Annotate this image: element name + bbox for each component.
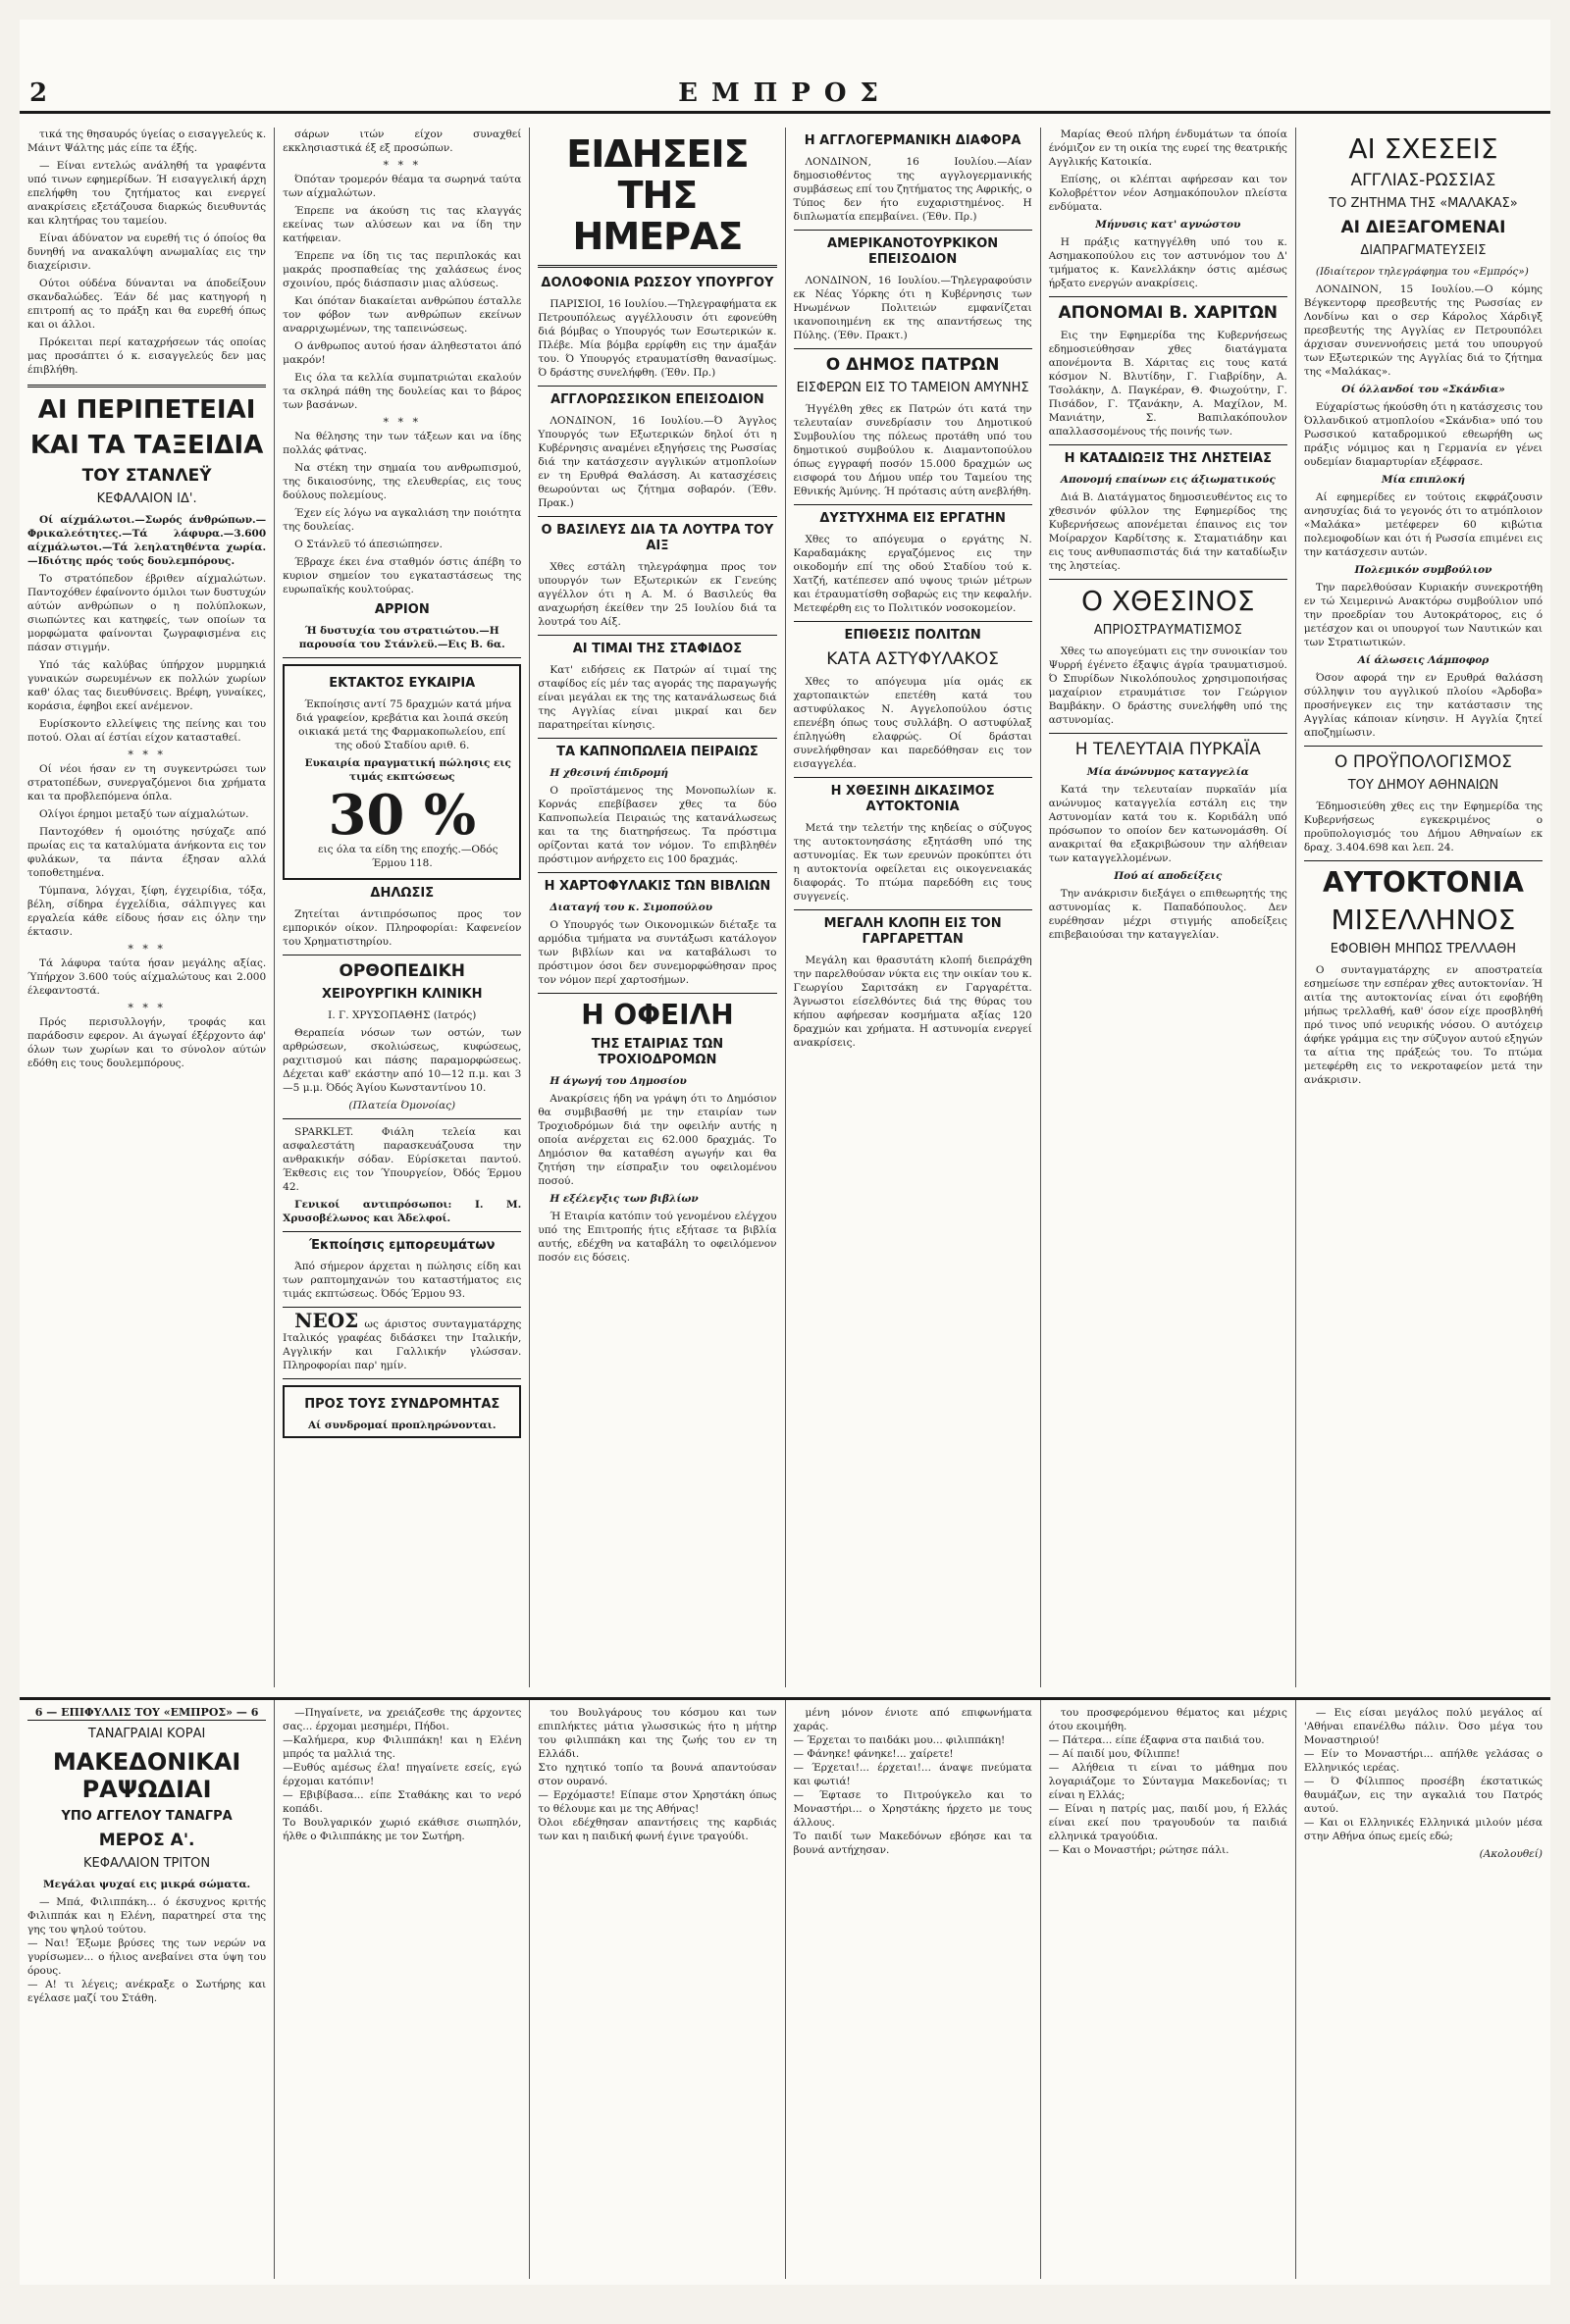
news-headline: ΑΓΓΛΟΡΩΣΣΙΚΟΝ ΕΠΕΙΣΟΔΙΟΝ [550, 392, 764, 407]
news-headline: Ο ΒΑΣΙΛΕΥΣ ΔΙΑ ΤΑ ΛΟΥΤΡΑ ΤΟΥ ΑΙΞ [541, 523, 774, 553]
news-headline: ΕΠΙΘΕΣΙΣ ΠΟΛΙΤΩΝ [844, 628, 981, 643]
advertisement-box [283, 664, 521, 880]
ad-text: εις όλα τα είδη της εποχής.—Οδός Έρμου 118. [318, 844, 498, 869]
paragraph: —Πηγαίνετε, να χρειάζεσθε της άρχοντες σας... έρχομαι μεσημέρι, Πήδοι. —Καλήμερα, κυρ Φιλιππάκη! και η Ελένη μπρός τα μαλλιά της. —Ευθύς αμέσως έλα! πηγαίνετε εσείς, εγώ έρχομαι κατόπιν! — Εβιβίβασα... είπε Σταθάκης και το νερό κοπάδι. Το Βουλγαρικόν χωριό εκάθισε σιωπηλόν, ήλθε ο Φιλιππάκης με τον Σωτήρη. [283, 1707, 522, 1842]
upper-columns [20, 128, 1550, 1687]
paragraph: Αί εφημερίδες εν τούτοις εκφράζουσιν ανησυχίας διά το γεγονός ότι το ατμόπλοιον «Μαλάκα» μετέφερεν 60 κιβώτια πολεμοφοδίων και ότι ή Ρωσσία επιμένει εις την κατάσχεσιν αυτών. [1303, 491, 1544, 558]
paragraph: ΛΟΝΔΙΝΟΝ, 16 Ιουλίου.—Αίαν δημοσιοθέντος της αγγλογερμανικής συμβάσεως επί του ζητήματος της Αφρικής, ο Τύπος δεν ήτο ευχαριστημένος. Η διπλωματία επεμβαίνει. (Έθν. Πρ.) [793, 156, 1032, 223]
page-number: 2 [29, 78, 48, 108]
feature-subtitle: ΔΙΑΠΡΑΓΜΑΤΕΥΣΕΙΣ [1360, 243, 1487, 258]
paragraph: — Είναι εντελώς ανάληθή τα γραφέντα υπό τινων εφημερίδων. Ή εισαγγελική άρχη επελήφθη του ζητήματος και ενεργεί ανακρίσεις εξετάζουσα διαρκώς διευθυντάς και κλητήρας του ταμείου. [27, 160, 267, 227]
ad-title: ΝΕΟΣ [294, 1309, 359, 1332]
paragraph: Έπρεπε να ίδη τις τας περιπλοκάς και μακράς προσπαθείας της χαλάσεως ένος σχοινίου, πρός διάσπασιν μιας αλύσεως. [283, 250, 522, 289]
feuilleton-chapter-subtitle: Μεγάλαι ψυχαί εις μικρά σώματα. [42, 1879, 251, 1890]
paragraph: σάρων ιτών είχον συναχθεί εκκλησιαστικά έξ εξ προσώπων. [283, 129, 522, 154]
paragraph: Ο άνθρωπος αυτού ήσαν άληθεστατοι άπό μακρόν! [283, 340, 522, 366]
paragraph: Επίσης, οι κλέπται αφήρεσαν και τον Κολοβρέττον νέον Ασημακόπουλον πλείστα ενδύματα. [1048, 174, 1287, 213]
news-subheading: Μία άνώνυμος καταγγελία [1086, 766, 1249, 778]
feature-title: ΑΙ ΣΧΕΣΕΙΣ [1348, 132, 1498, 165]
news-subheading: Αί άλωσεις Λάμποφορ [1357, 654, 1490, 666]
paragraph: τικά της θησαυρός ύγείας ο εισαγγελεύς κ. Μάιντ Ψάλτης μάς είπε τα έξής. [27, 129, 267, 154]
paragraph: Ο συνταγματάρχης εν αποστρατεία εσημείωσε την εσπέραν χθες αυτοκτονίαν. Ή αιτία της αυτοκτονίας είναι ότι εφοβήθη μήπως τρελλαθή, καθ' όσον είχε προσβληθή πρό τινος υπό νευρικής νόσου. Ο αυτόχειρ άφήκε γράμμα εις την σύζυγον αυτού εξηγών τα αίτια της πράξεώς του. Το πτώμα μετεφέρθη εις το νεκροταφείον μετά την ανάκρισιν. [1303, 964, 1544, 1086]
paragraph: Κατά την τελευταίαν πυρκαϊάν μία ανώνυμος καταγγελία εστάλη εις την Αστυνομίαν κατά του κ. Κοριδάλη υπό πρόσωπον το οποίον δεν κατωνομάσθη. Οί ανακριταί θα εξακριβώσουν την αλήθειαν των καταγγελλομένων. [1048, 784, 1287, 864]
paragraph: Πρόκειται περί καταχρήσεων τάς οποίας μας προσάπτει ό κ. εισαγγελεύς δεν μας έπιβλήθη. [27, 336, 267, 376]
paragraph: Ούτοι ούδένα δύνανται να άποδείξουν σκανδαλώδες. Έάν δέ μας κατηγορή η επιτροπή ας το πράξη και θα ευρεθή όπως και οι άλλοι. [27, 278, 267, 331]
feuilleton-section [20, 1697, 1550, 2279]
divider [794, 348, 1032, 349]
column-4 [786, 128, 1041, 1687]
paragraph: Μαρίας Θεού πλήρη ένδυμάτων τα όποία ένόμιζον εν τη οικία της ευρεί της θεατρικής Αγγλικής Κατοικία. [1048, 129, 1287, 168]
news-headline: ΑΜΕΡΙΚΑΝΟΤΟΥΡΚΙΚΟΝ ΕΠΕΙΣΟΔΙΟΝ [827, 236, 999, 267]
feuilleton-column-1 [20, 1700, 275, 2279]
paragraph: Τύμπανα, λόγχαι, ξίφη, έγχειρίδια, τόξα, βέλη, σίδηρα έγχελίδια, σάλπιγγες και εργαλεία κάθε είδους ήσαν εις όλην την έκτασιν. [27, 885, 267, 938]
ad-text: (Πλατεία Όμονοίας) [348, 1100, 456, 1111]
paragraph: ΛΟΝΔΙΝΟΝ, 16 Ιουλίου.—Τηλεγραφούσιν εκ Νέας Υόρκης ότι η Κυβέρνησις των Ηνωμένων Πολιτειών εμφανίζεται ικανοποιημένη εκ της απαντήσεως της Πύλης. (Έθν. Πρακτ.) [793, 275, 1032, 341]
ad-title: Έκποίησις εμπορευμάτων [309, 1238, 496, 1253]
feuilleton-author: ΥΠΟ ΑΓΓΕΛΟΥ ΤΑΝΑΓΡΑ [61, 1809, 233, 1824]
section-stars: * * * [128, 749, 166, 761]
feuilleton-column-3 [530, 1700, 785, 2279]
masthead [20, 78, 1550, 108]
ad-title: ΕΚΤΑΚΤΟΣ ΕΥΚΑΙΡΙΑ [329, 676, 476, 691]
news-subheading: Πού αί αποδείξεις [1114, 870, 1223, 882]
paragraph: Ο προϊστάμενος της Μονοπωλίων κ. Κορνάς επεβίβασεν χθες τα δύο Καπνοπωλεία Πειραιώς της κατανάλωσεως και τα της διατηρήσεως. Τα πρόστιμα ορίζονται κατά τον νόμον. Το επιβληθέν πρόστιμον ανήρχετο εις 100 δραχμάς. [538, 785, 777, 865]
section-stars: * * * [128, 943, 166, 955]
divider [538, 265, 776, 268]
feuilleton-column-6 [1296, 1700, 1550, 2279]
news-subheading: Μία επιπλοκή [1381, 474, 1466, 486]
ad-text [283, 1309, 522, 1372]
ad-text: Ι. Γ. ΧΡΥΣΟΠΑΘΗΣ (Ιατρός) [328, 1009, 477, 1021]
news-headline: Η ΚΑΤΑΔΙΩΞΙΣ ΤΗΣ ΛΗΣΤΕΙΑΣ [1064, 451, 1272, 466]
paragraph: (Ιδιαίτερον τηλεγράφημα του «Εμπρός») [1315, 266, 1529, 278]
notice-text: Αί συνδρομαί προπληρώνονται. [308, 1420, 497, 1431]
divider [538, 738, 776, 739]
feature-subtitle: Οί αίχμάλωτοι.—Σωρός άνθρώπων.—Φρικαλεότητες.—Τά λάφυρα.—3.600 αίχμάλωτοι.—Τά λεηλατηθέντα χωρία.—Ιδιότης πρός τούς δουλεμπόρους. [27, 514, 267, 567]
paragraph: Ανακρίσεις ήδη να γράψη ότι το Δημόσιον θα συμβιβασθή με την εταιρίαν των Τροχιοδρόμων διά την οφειλήν αυτής η οποία ανέρχεται εις 62.000 δραχμάς. Το Δημόσιον θα καταθέση αγωγήν και θα ζητήση την είσπραξιν του οφειλομένου ποσού. [538, 1093, 777, 1187]
paragraph: Διά Β. Διατάγματος δημοσιευθέντος εις το χθεσινόν φύλλον της Εφημερίδος της Κυβερνήσεως απονέμεται έπαινος εις τον Μοίραρχον Καρδίτσης κ. Σταματιάδην και εις τους ανθυπασπιστάς διά την καταδίωξιν της ληστείας. [1048, 491, 1287, 572]
news-subheading: Η άγωγή του Δημοσίου [550, 1075, 687, 1087]
continued-note: (Ακολουθεί) [1479, 1848, 1544, 1860]
divider [283, 1231, 521, 1232]
divider [794, 909, 1032, 910]
news-subheading: Διαταγή του κ. Σιμοπούλου [550, 902, 713, 913]
news-headline: ΔΥΣΤΥΧΗΜΑ ΕΙΣ ΕΡΓΑΤΗΝ [819, 511, 1006, 526]
paragraph: Είναι άδύνατον να ευρεθή τις ό όποίος θα δυνηθή να ανακαλύψη ανωμαλίας εις την διαχείρισιν. [27, 232, 267, 272]
news-subheading: Μήνυσις κατ' αγνώστου [1095, 219, 1241, 231]
feature-title: ΑΓΓΛΙΑΣ-ΡΩΣΣΙΑΣ [1350, 171, 1496, 190]
paragraph: Χθες τω απογεύματι εις την συνοικίαν του Ψυρρή έγένετο έξαψις άγρία τραυματισμού. Ό Σπυρίδων Νικολόπουλος χρησιμοποιήσας μαχαίριον ετραυμάτισε τον Γεώργιον Βαμβάκην. Ο δράστης συνελήφθη υπό της αστυνομίας. [1048, 646, 1287, 726]
feuilleton-part: ΜΕΡΟΣ Α'. [98, 1831, 195, 1850]
feuilleton-column-2 [275, 1700, 530, 2279]
news-headline: Ο ΧΘΕΣΙΝΟΣ [1081, 585, 1255, 617]
divider [283, 1378, 521, 1379]
section-stars: * * * [383, 416, 421, 429]
news-headline: Η ΟΦΕΙΛΗ [581, 999, 734, 1031]
divider [1049, 444, 1287, 445]
feature-subtitle: ΑΙ ΔΙΕΞΑΓΟΜΕΝΑΙ [1340, 218, 1506, 237]
divider [1049, 733, 1287, 734]
divider [794, 777, 1032, 778]
paragraph: Να στέκη την σημαία του ανθρωπισμού, της δικαιοσύνης, της ελευθερίας, εις τους δούλους πολεμίους. [283, 462, 522, 501]
paragraph: ΛΟΝΔΙΝΟΝ, 15 Ιουλίου.—Ο κόμης Βέγκεντορφ πρεσβευτής της Ρωσσίας εν Λονδίνω και ο σερ Κάρολος Χάρδιγξ πρεσβευτής της Αγγλίας εν Πετρουπόλει άρχισαν συνεννοήσεις μετά του υπουργού των Εξωτερικών της Αγγλίας διά το ζήτημα της «Μαλάκας». [1303, 284, 1544, 378]
paragraph: Χθες εστάλη τηλεγράφημα προς τον υπουργόν των Εξωτερικών εκ Γενεύης αγγέλλον ότι η Α. Μ. ό Βασιλεύς θα αναχωρήση έκείθεν την 25 Ιουλίου διά τα λουτρά του Αίξ. [538, 561, 777, 628]
paragraph: Έβραχε έκει ένα σταθμόν όστις άπέβη το κυριον σημείον του εγκαταστάσεως της ευρωπαϊκής κουλτούρας. [283, 556, 522, 595]
divider [27, 385, 266, 387]
divider [538, 386, 776, 387]
paragraph: Ή Εταιρία κατόπιν τού γενομένου ελέγχου υπό της Επιτροπής ήτις εξήτασε τα βιβλία αυτής, εδέχθη να καταβάλη το οφειλόμενον ποσόν εις δόσεις. [538, 1211, 777, 1264]
divider [794, 504, 1032, 505]
news-headline: Η ΧΑΡΤΟΦΥΛΑΚΙΣ ΤΩΝ ΒΙΒΛΙΩΝ [544, 879, 771, 894]
paragraph: Χθες το απόγευμα μία ομάς εκ χαρτοπαικτών επετέθη κατά του αστυφύλακος Ν. Αγγελοπούλου όστις επενέβη όπως τους συλλάβη. Ο αστυφύλαξ έπληγώθη ελαφρώς. Οί δράσται συνελήφθησαν και παρεδόθησαν εις τον εισαγγελέα. [793, 676, 1032, 770]
news-headline: ΔΟΛΟΦΟΝΙΑ ΡΩΣΣΟΥ ΥΠΟΥΡΓΟΥ [541, 276, 774, 290]
news-subtitle: ΤΗΣ ΕΤΑΙΡΙΑΣ ΤΩΝ ΤΡΟΧΙΟΔΡΟΜΩΝ [591, 1037, 724, 1067]
news-headline: ΑΠΟΝΟΜΑΙ Β. ΧΑΡΙΤΩΝ [1058, 303, 1279, 323]
column-6 [1296, 128, 1550, 1687]
ad-title: ΟΡΘΟΠΕΔΙΚΗ [339, 961, 466, 981]
news-headline: Η ΑΓΓΛΟΓΕΡΜΑΝΙΚΗ ΔΙΑΦΟΡΑ [804, 133, 1021, 148]
divider [794, 621, 1032, 622]
ad-text: Άπό σήμερον άρχεται η πώλησις είδη και των ραπτομηχανών του καταστήματος εις τιμάς εκπτώσεως. Όδός Έρμου 93. [283, 1261, 522, 1300]
paragraph: Χθες το απόγευμα ο εργάτης Ν. Καραδαμάκης εργαζόμενος εις την οικοδομήν επί της οδού Σταδίου τού κ. Χατζή, κατέπεσεν από υψους τριών μέτρων και έτραυματίσθη σοβαρώς εις την κεφαλήν. Μετεφέρθη εις το Πολιτικόν νοσοκομείον. [793, 534, 1032, 614]
paragraph: Ζητείται άντιπρόσωπος προς τον εμπορικόν οίκον. Πληροφορίαι: Καφενείον του Χρηματιστηρίου. [283, 908, 522, 948]
news-subtitle: ΤΟΥ ΔΗΜΟΥ ΑΘΗΝΑΙΩΝ [1347, 778, 1499, 793]
news-headline: Ο ΔΗΜΟΣ ΠΑΤΡΩΝ [825, 355, 1000, 375]
divider [1304, 860, 1543, 861]
feature-title: ΤΟΥ ΣΤΑΝΛΕΫ [81, 466, 212, 486]
paragraph: Έπρεπε να άκούση τις τας κλαγγάς εκείνας των αλύσεων και να ίδη την κατήφειαν. [283, 205, 522, 244]
paragraph: Να θέλησης την των τάξεων και να ίδης πολλάς φάτνας. [283, 431, 522, 456]
paragraph: Οί νέοι ήσαν εν τη συγκεντρώσει των στρατοπέδων, συνεργαζόμενοι δια χρήματα και τα προβλεπόμενα όπλα. [27, 763, 267, 802]
paragraph: Μεγάλη και θρασυτάτη κλοπή διεπράχθη την παρελθούσαν νύκτα εις την οικίαν του κ. Γεωργίου Σαριτσάκη εν Γαργαρέττα. Άγνωστοι είσελθόντες διά της θύρας του κήπου αφήρεσαν κοσμήματα αξίας 120 δραχμών και χρήματα. Η αστυνομία ενεργεί ανακρίσεις. [793, 955, 1032, 1049]
chapter-heading: ΚΕΦΑΛΑΙΟΝ ΙΔ'. [96, 491, 197, 506]
section-heading: ΑΡΡΙΟΝ [374, 602, 430, 617]
ad-text: Ευκαιρία πραγματική πώλησις εις τιμάς εκπτώσεως [304, 757, 511, 783]
paragraph: μένη μόνον ένιοτε από επιφωνήματα χαράς. — Έρχεται το παιδάκι μου... φιλιππάκη! — Φάνηκε! φάνηκε!... χαίρετε! — Έρχεται!... έρχεται!... άναψε πνεύματα και φωτιά! — Έφτασε το Πιτρούγκελο και το Μοναστήρι... ο Χρηστάκης ήρχετο με τους άλλους. Το παιδί των Μακεδόνων εβόησε και τα βουνά αντήχησαν. [793, 1707, 1032, 1856]
paragraph: Την ανάκρισιν διεξάγει ο επιθεωρητής της αστυνομίας κ. Παπαδόπουλος. Δεν ευρέθησαν μέχρι στιγμής αποδείξεις επιβεβαιούσαι την καταγγελίαν. [1048, 888, 1287, 941]
paragraph: Εύχαρίστως ήκούσθη ότι η κατάσχεσις του Όλλανδικού ατμοπλοίου «Σκάνδια» υπό του Ρωσσικού καταδρομικού εθεωρήθη ως πράξις νόμιμος και η Γερμανία εν γένει ουδεμίαν διαμαρτυρίαν εξέφρασε. [1303, 401, 1544, 468]
section-subtitle: Ή δυστυχία του στρατιώτου.—Η παρουσία του Στάνλεϋ.—Εις Β. 6α. [298, 625, 505, 650]
paragraph: — Μπά, Φιλιππάκη... ό έκσυχνος κριτής Φιλιππάκ και η Ελένη, παρατηρεί στα της γης του ψηλού τούτου. — Ναι! Έξωμε βρύσες της των νερών να γυρίσωμεν... ο ήλιος ανεβαίνει στα ύψη του όρους. — Α! τι λέγεις; ανέκραξε ο Σωτήρης και εγέλασε μαζί του Στάθη. [27, 1896, 267, 2004]
news-subheading: Οί όλλανδοί του «Σκάνδια» [1341, 384, 1505, 395]
feature-title: ΑΙ ΠΕΡΙΠΕΤΕΙΑΙ [37, 395, 256, 425]
feuilleton-column-4 [786, 1700, 1041, 2279]
paragraph: Εις όλα τα κελλία συμπατριώται εκαλούν τα σκληρά πάθη της δουλείας και το βάρος των βασάνων. [283, 372, 522, 411]
news-subtitle: ΕΦΟΒΙΘΗ ΜΗΠΩΣ ΤΡΕΛΛΑΘΗ [1330, 942, 1517, 956]
divider [283, 1118, 521, 1119]
discount-figure: 30 % [328, 783, 477, 848]
paragraph: του προσφερόμενου θέματος και μέχρις ότου εκοιμήθη. — Πάτερα... είπε έξαφνα στα παιδιά του. — Αί παιδί μου, Φίλιππε! — Αλήθεια τι είναι το μάθημα που λογαριάζομε το Σύνταγμα Μακεδονίας; τι είναι η Ελλάς; — Είναι η πατρίς μας, παιδί μου, ή Ελλάς είναι εκεί που τραγουδούν τα παιδιά ελληνικά τραγούδια. — Και ο Μοναστήρι; ρώτησε πάλι. [1048, 1707, 1287, 1856]
paragraph: Όσον αφορά την εν Ερυθρά θαλάσση σύλληψιν του αγγλικού πλοίου «Άρδοβα» προσήνεγκεν εις την κατάστασιν της Αγγλίας κάποιαν κίνησιν. Η Αγγλία ζητεί αποζημίωσιν. [1303, 672, 1544, 739]
paragraph: Ολίγοι έρημοι μεταξύ των αίχμαλώτων. [39, 808, 249, 820]
news-headline: ΜΙΣΕΛΛΗΝΟΣ [1331, 904, 1516, 936]
paragraph: ΛΟΝΔΙΝΟΝ, 16 Ιουλίου.—Ό Άγγλος Υπουργός των Εξωτερικών δηλοί ότι η Κυβέρνησις αναμένει εξηγήσεις της Ρωσσίας διά την κατάσχεσιν αγγλικών ατμοπλοίων εν τη Ερυθρά Θαλάσση. Αι κατασχέσεις θεωρούνται ως ζήτημα σοβαρόν. (Έθν. Πρακ.) [538, 415, 777, 509]
column-5 [1041, 128, 1296, 1687]
feuilleton-chapter: ΚΕΦΑΛΑΙΟΝ ΤΡΙΤΟΝ [83, 1856, 211, 1871]
divider [283, 657, 521, 658]
paragraph: Ήγγέλθη χθες εκ Πατρών ότι κατά την τελευταίαν συνεδρίασιν του Δημοτικού Συμβουλίου της πόλεως προτάθη υπό του δημοτικού συμβούλου κ. Διαμαντοπούλου όπως εγγραφή ποσόν 15.000 δραχμών ως εισφορά του Δήμου υπέρ του Ταμείου της Εθνικής Άμύνης. Ή πρότασις αύτη ανεβλήθη. [793, 403, 1032, 497]
divider [538, 993, 776, 994]
paragraph: Ευρίσκοντο ελλείψεις της πείνης και του ποτού. Ολαι αί έστίαι είχον κατασταθεί. [27, 718, 267, 744]
paragraph: Όπόταν τρομερόν θέαμα τα σωρηνά ταύτα των αίχμαλώτων. [283, 174, 522, 199]
news-subheading: Η χθεσινή έπιδρομή [550, 767, 669, 779]
newspaper-title: ΕΜΠΡΟΣ [678, 78, 892, 108]
column-3 [530, 128, 785, 1687]
news-subtitle: ΑΠΡΙΟΣΤΡΑΥΜΑΤΙΣΜΟΣ [1093, 623, 1242, 638]
subscribers-box [283, 1385, 521, 1438]
notice-title: ΠΡΟΣ ΤΟΥΣ ΣΥΝΔΡΟΜΗΤΑΣ [304, 1397, 500, 1412]
paragraph: Έδημοσιεύθη χθες εις την Εφημερίδα της Κυβερνήσεως εγκεκριμένος ο προϋπολογισμός του Δήμου Αθηναίων εκ δραχ. 3.404.698 και λεπ. 24. [1303, 800, 1544, 853]
feuilleton-strip: 6 — ΕΠΙΦΥΛΛΙΣ ΤΟΥ «ΕΜΠΡΟΣ» — 6 [27, 1706, 266, 1721]
section-heading: ΔΗΛΩΣΙΣ [370, 886, 435, 901]
paragraph: Κατ' ειδήσεις εκ Πατρών αί τιμαί της σταφίδος είς μέν τας αγοράς της παραγωγής είναι μεγάλαι εκ της της κατανάλωσεως διά της Αγγλίας είναι μικραί και δεν παρατηρείται κίνησις. [538, 664, 777, 731]
news-headline: ΑΥΤΟΚΤΟΝΙΑ [1322, 866, 1524, 899]
divider [538, 516, 776, 517]
ad-text: ως άριστος συνταγματάρχης Ιταλικός γραφέας διδάσκει την Ιταλικήν, Αγγλικήν και Γαλλικήν γλώσσαν. Πληροφορίαι παρ' ημίν. [283, 1318, 522, 1371]
newspaper-page [20, 20, 1550, 2285]
paragraph: Μετά την τελετήν της κηδείας ο σύζυγος της αυτοκτονησάσης εξητάσθη υπό της αστυνομίας. Εκ των ερευνών προκύπτει ότι η αυτοκτονία οφείλεται εις οικογενειακάς διαφοράς. Το πτώμα παρεδόθη εις τους συγγενείς. [793, 822, 1032, 903]
feuilleton-title: ΜΑΚΕΔΟΝΙΚΑΙ ΡΑΨΩΔΙΑΙ [52, 1748, 241, 1803]
masthead-rule [20, 111, 1550, 114]
news-subheading: Πολεμικόν συμβούλιον [1354, 564, 1492, 576]
paragraph: Η πράξις κατηγγέλθη υπό του κ. Ασημακοπούλου εις τον αστυνόμον του Δ' τμήματος κ. Κανελλάκην όστις αμέσως ήρξατο ενεργών ανακρίσεις. [1048, 236, 1287, 289]
column-2 [275, 128, 530, 1687]
news-headline: ΜΕΓΑΛΗ ΚΛΟΠΗ ΕΙΣ ΤΟΝ ΓΑΡΓΑΡΕΤΤΑΝ [823, 916, 1002, 947]
news-headline: Ο ΠΡΟΫΠΟΛΟΓΙΣΜΟΣ [1334, 752, 1512, 772]
news-headline: ΤΑ ΚΑΠΝΟΠΩΛΕΙΑ ΠΕΙΡΑΙΩΣ [556, 745, 759, 759]
feature-title: ΚΑΙ ΤΑ ΤΑΞΕΙΔΙΑ [29, 431, 264, 460]
ad-text: Θεραπεία νόσων των οστών, των αρθρώσεων, σκολιώσεως, κυφώσεως, ραχιτισμού και πάσης παραμορφώσεως. Δέχεται καθ' εκάστην από 10—12 π.μ. και 3—5 μ.μ. Όδός Άγίου Κωνσταντίνου 10. [283, 1027, 522, 1094]
divider [1304, 746, 1543, 747]
paragraph: — Εις είσαι μεγάλος πολύ μεγάλος αί 'Αθήναι επανέλθω πάλιν. Όσο μέγα του Μοναστηριού! — Είν το Μοναστήρι... απήλθε γελάσας ο Ελληνικός ιερέας. — Ό Φίλιππος προσέβη έκστατικώς θαυμάζων, εις την αγκαλιά του Πατρός αυτού. — Και οι Ελληνικές Ελληνικά μιλούν μέσα στην Αθήνα όπως εμείς εδώ; [1303, 1707, 1544, 1842]
divider [538, 872, 776, 873]
paragraph: Το στρατόπεδον έβριθεν αίχμαλώτων. Παντοχόθεν έφαίνοντο όμιλοι των δυστυχών αύτών ανθρώπων ο η πολύπλοκων, σιωπώντες και κατηφείς, των οποίων τα μορφώματα φαίνονται ζωγραφισμένα εις πάσαν στιγμήν. [27, 573, 267, 653]
news-headline: ΑΙ ΤΙΜΑΙ ΤΗΣ ΣΤΑΦΙΔΟΣ [572, 642, 743, 656]
feuilleton-series: ΤΑΝΑΓΡΑΙΑΙ ΚΟΡΑΙ [87, 1727, 206, 1741]
paragraph: Έχεν είς λόγω να αγκαλιάση την ποιότητα της δουλείας. [283, 507, 522, 533]
ad-subtitle: ΧΕΙΡΟΥΡΓΙΚΗ ΚΛΙΝΙΚΗ [322, 987, 483, 1002]
paragraph: Πρός περισυλλογήν, τροφάς και παράδοσιν εφερον. Αι άγωγαί έξέρχοντο άφ' όλων των χωρίων και το σύνολον αύτών εδόθη εις τους δουλεμπόρους. [27, 1016, 267, 1069]
feuilleton-column-5 [1041, 1700, 1296, 2279]
section-stars: * * * [128, 1002, 166, 1014]
paragraph: Ο Υπουργός των Οικονομικών διέταξε τα αρμόδια τμήματα να συντάξωσι κατάλογον των βιβλίων και να καταβάλωσι το πρόστιμον όσοι δεν συνεμορφώθησαν προς τον νόμον περί χαρτοσήμων. [538, 919, 777, 986]
section-stars: * * * [383, 159, 421, 172]
column-1 [20, 128, 275, 1687]
divider [794, 230, 1032, 231]
news-subheading: Απονομή επαίνων εις άξιωματικούς [1060, 474, 1276, 486]
paragraph: Εις την Εφημερίδα της Κυβερνήσεως εδημοσιεύθησαν χθες διατάγματα απονέμοντα Β. Χάριτας εις τους κατά κόσμον Ν. Βλυτίδην, Γ. Γιαβρίδην, Α. Τσολάκην, Δ. Παγκέραν, Θ. Φιωχούτην, Γ. Πισάδον, Γ. Τζανάκην, Α. Μαχίλον, Μ. Μανιάτην, Σ. Βαπιλακόπουλον απαλλασσομένους τής ποινής των. [1048, 330, 1287, 438]
paragraph: Και όπόταν διακαίεται ανθρώπου έσταλλε τον φόβον των ανθρώπων εκείνων αναρριχωμένων, της ταπεινώσεως. [283, 295, 522, 335]
paragraph: ΠΑΡΙΣΙΟΙ, 16 Ιουλίου.—Τηλεγραφήματα εκ Πετρουπόλεως αγγέλλουσιν ότι εφονεύθη διά βόμβας ο Υπουργός των Εσωτερικών κ. Πλέβε. Μία βόμβα ερρίφθη εις την άμαξάν του. Ό Υπουργός ετραυματίσθη θανασίμως. Ό δράστης συνελήφθη. (Έθν. Πρ.) [538, 298, 777, 379]
divider [1049, 296, 1287, 297]
ad-text: Γενικοί αντιπρόσωποι: Ι. Μ. Χρυσοβέλωνος και Άδελφοί. [283, 1199, 522, 1224]
ad-text: SPARKLET. Φιάλη τελεία και ασφαλεστάτη παρασκευάζουσα την ανθρακικήν σόδαν. Εύρίσκεται παντού. Έκθεσις εις τον Ύπουργείον, Όδός Έρμου 42. [283, 1126, 522, 1193]
news-subtitle: ΚΑΤΑ ΑΣΤΥΦΥΛΑΚΟΣ [826, 649, 999, 669]
news-section-title: ΕΙΔΗΣΕΙΣ ΤΗΣ ΗΜΕΡΑΣ [566, 132, 749, 258]
news-subheading: Η εξέλεγξις των βιβλίων [550, 1193, 699, 1205]
divider [538, 635, 776, 636]
feature-subtitle: ΤΟ ΖΗΤΗΜΑ ΤΗΣ «ΜΑΛΑΚΑΣ» [1329, 196, 1518, 211]
paragraph: Τά λάφυρα ταύτα ήσαν μεγάλης αξίας. Ύπήρχον 3.600 τούς αίχμαλώτους και 2.000 έλεφαντοστά. [27, 957, 267, 997]
paragraph: Υπό τάς καλύβας ύπήρχον μυρμηκιά γυναικών σωρευμένων εκ πολλών χωρίων καθ' όλας τας διευθύνσεις. Βρέφη, γυναίκες, κοράσια, έφηβοι εκεί ανέμενον. [27, 659, 267, 712]
news-subtitle: ΕΙΣΦΕΡΩΝ ΕΙΣ ΤΟ ΤΑΜΕΙΟΝ ΑΜΥΝΗΣ [796, 381, 1029, 395]
divider [1049, 579, 1287, 580]
news-headline: Η ΤΕΛΕΥΤΑΙΑ ΠΥΡΚΑΪΑ [1074, 740, 1261, 759]
paragraph: Ο Στάνλεϋ τό άπεσιώπησεν. [294, 539, 443, 550]
paragraph: Παντοχόθεν ή ομοιότης ησύχαζε από πρωίας εις τα καταλύματα άνήκοντα εις τον φυλάκων, τα πάντα έξησαν αλλά τοποθετημένα. [27, 826, 267, 879]
paragraph: Την παρελθούσαν Κυριακήν συνεκροτήθη εν τώ Χειμερινώ Ανακτόρω συμβούλιον υπό την προεδρίαν του Αυτοκράτορος, εις ό μετέσχον και οι υπουργοί των Ναυτικών και των Στρατιωτικών. [1303, 582, 1544, 648]
paragraph: του Βουλγάρους του κόσμου και των επιπλήκτες μάτια γλωσσικώς ήτο η μήτηρ του φιλιππάκη και της ζωής του εν τη Ελλάδι. Στο ηχητικό τοπίο τα βουνά απαντούσαν στον ουρανό. — Ερχόμαστε! Είπαμε στον Χρηστάκη όπως το θέλουμε και με της Αθήνας! Όλοι εδέχθησαν απαντήσεις της καρδιάς των και η παιδική φωνή έγινε τραγούδι. [538, 1707, 777, 1842]
news-headline: Η ΧΘΕΣΙΝΗ ΔΙΚΑΣΙΜΟΣ ΑΥΤΟΚΤΟΝΙΑ [830, 784, 995, 814]
divider [283, 1307, 521, 1308]
ad-text: Έκποίησις αντί 75 δραχμών κατά μήνα διά γραφείον, κρεβάτια και λοιπά σκεύη οικιακά μετά της Φαρμακοπωλείου, επί της οδού Σταδίου αριθ. 6. [295, 698, 512, 751]
